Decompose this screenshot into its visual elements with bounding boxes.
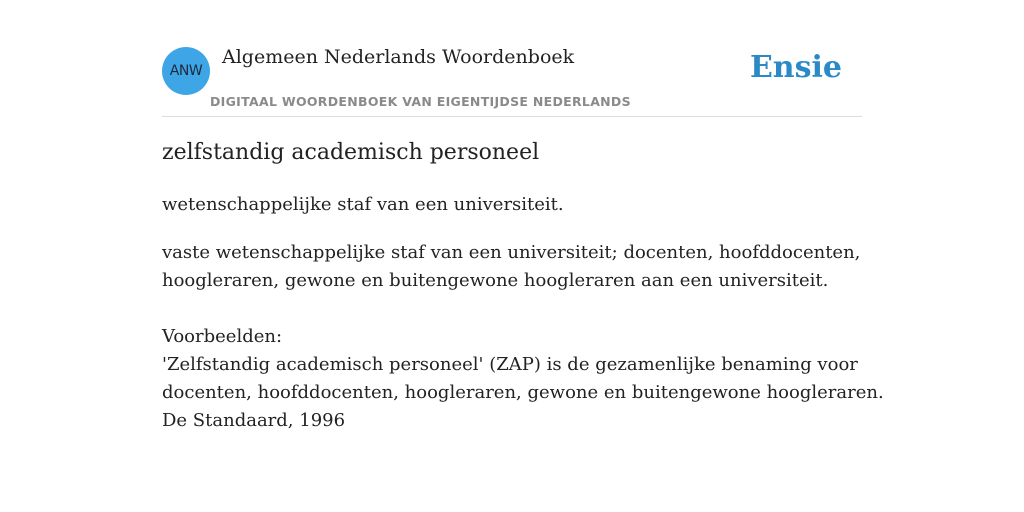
dictionary-title[interactable]: Algemeen Nederlands Woordenboek <box>222 46 575 68</box>
example-line: 'Zelfstandig academisch personeel' (ZAP) is de gezamenlijke benaming voor <box>162 354 858 375</box>
explanation-line: vaste wetenschappelijke staf van een universiteit; docenten, hoofddocenten, <box>162 242 861 263</box>
spacer <box>162 295 862 323</box>
entry-headword: zelfstandig academisch personeel <box>162 140 540 165</box>
entry-body <box>162 239 884 435</box>
example-line: docenten, hoofddocenten, hoogleraren, gewone en buitengewone hoogleraren. <box>162 382 884 403</box>
explanation-line: hoogleraren, gewone en buitengewone hoogleraren aan een universiteit. <box>162 270 829 291</box>
dictionary-subtitle: DIGITAAL WOORDENBOEK VAN EIGENTIJDSE NEDERLANDS <box>210 94 631 109</box>
anw-logo[interactable]: ANW <box>162 47 210 95</box>
site-header <box>162 36 862 117</box>
entry-definition: wetenschappelijke staf van een universiteit. <box>162 194 564 215</box>
ensie-brand-link[interactable]: Ensie <box>749 50 842 85</box>
examples-label: Voorbeelden: <box>162 326 283 347</box>
example-source: De Standaard, 1996 <box>162 410 346 431</box>
